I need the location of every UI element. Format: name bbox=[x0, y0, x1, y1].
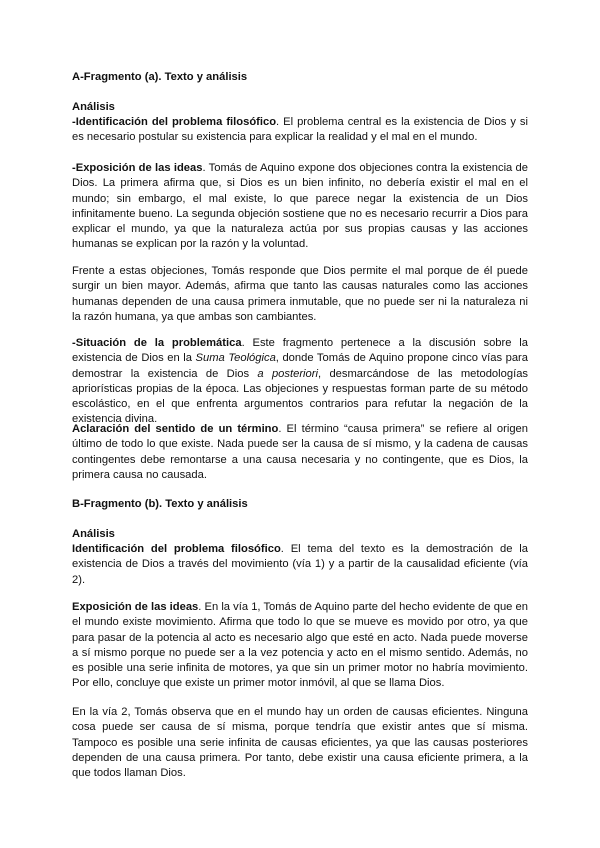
section-a-p5-text: . El término “causa primera” se refiere al origen último de todo lo que existe. Nada puede ser la causa de sí mismo, y la cadena de causas contingentes debe remontarse a una causa necesaria y no contingente, que es Dios, la primera causa no causada. bbox=[72, 423, 529, 481]
section-a-p1-bold: -Identificación del problema filosófico bbox=[72, 116, 277, 128]
section-a-p2-bold: -Exposición de las ideas bbox=[72, 162, 203, 174]
section-a-paragraph-identificacion bbox=[72, 115, 528, 146]
section-a-p5-bold: Aclaración del sentido de un término bbox=[72, 423, 279, 435]
section-b-p2-bold: Exposición de las ideas bbox=[72, 601, 199, 613]
section-a-p1-text: . El problema central es la existencia de Dios y si es necesario postular su existencia para explicar la realidad y el mal en el mundo. bbox=[72, 116, 528, 144]
section-a-p4-text-b: , donde Tomás de Aquino propone cinco vías para demostrar la existencia de Dios bbox=[72, 352, 528, 380]
section-b-p1-bold: Identificación del problema filosófico bbox=[72, 543, 281, 555]
section-a-analisis-heading: Análisis bbox=[72, 101, 115, 113]
section-a-paragraph-respuesta: Frente a estas objeciones, Tomás responde que Dios permite el mal porque de él puede surgir un bien mayor. Además, afirma que tanto las causas naturales como las acciones humanas dependen de una causa primera inmutable, que no puede ser ni la naturaleza ni la razón humana, ya que ambas son cambiantes. bbox=[72, 265, 528, 323]
section-a-p2-text: . Tomás de Aquino expone dos objeciones contra la existencia de Dios. La primera afirma que, si Dios es un bien infinito, no debería existir el mal en el mundo; sin embargo, el mal existe, lo que parece negar la existencia de un Dios infinitamente bueno. La segunda objeción sostiene que no es necesario recurrir a Dios para explicar el mundo, ya que la naturaleza actúa por sus propias causas y las acciones humanas se explican por la razón y la voluntad. bbox=[72, 162, 528, 251]
section-b-p2-text: . En la vía 1, Tomás de Aquino parte del hecho evidente de que en el mundo existe movimiento. Afirma que todo lo que se mueve es movido por otro, ya que para pasar de la potencia al acto es necesario algo que esté en acto. Nada puede moverse a sí mismo porque no puede ser a la vez potencia y acto en el mismo sentido. Además, no es posible una serie infinita de motores, ya que sin un primer motor no habría movimiento. Por ello, concluye que existe un primer motor inmóvil, al que se llama Dios. bbox=[72, 601, 528, 690]
section-b-analisis-heading: Análisis bbox=[72, 528, 115, 540]
section-a-p4-italic-aposteriori: a posteriori bbox=[257, 367, 318, 380]
section-b-title: B-Fragmento (b). Texto y análisis bbox=[72, 498, 248, 510]
section-b-paragraph-identificacion bbox=[72, 542, 528, 588]
section-b-paragraph-exposicion bbox=[72, 600, 528, 692]
section-a-p4-italic-suma: Suma Teológica bbox=[195, 352, 276, 365]
section-b-p1-text: . El tema del texto es la demostración de la existencia de Dios a través del movimiento (vía 1) y a partir de la causalidad eficiente (vía 2). bbox=[72, 543, 529, 586]
section-a-paragraph-exposicion bbox=[72, 161, 528, 253]
section-b-paragraph-via2: En la vía 2, Tomás observa que en el mundo hay un orden de causas eficientes. Ninguna cosa puede ser causa de sí misma, porque tendría que existir antes que sí misma. Tampoco es posible una serie infinita de causas eficientes, ya que las causas posteriores dependen de una causa primera. Por tanto, debe existir una causa eficiente primera, a la que todos llaman Dios. bbox=[72, 706, 528, 780]
section-a-p4-text-c: , desmarcándose de las metodologías apriorísticas propias de la época. Las objeciones y respuestas forman parte de su método escolástico, en el que enfrenta argumentos contrarios para refutar la negación de la existencia divina. bbox=[72, 367, 529, 426]
section-a-paragraph-aclaracion bbox=[72, 422, 528, 483]
section-a-p4-bold: -Situación de la problemática bbox=[72, 337, 242, 349]
section-a-title: A-Fragmento (a). Texto y análisis bbox=[72, 71, 248, 83]
section-a-paragraph-situacion bbox=[72, 336, 528, 428]
section-a-p4-text-a: . Este fragmento pertenece a la discusión sobre la existencia de Dios en la bbox=[72, 337, 528, 365]
